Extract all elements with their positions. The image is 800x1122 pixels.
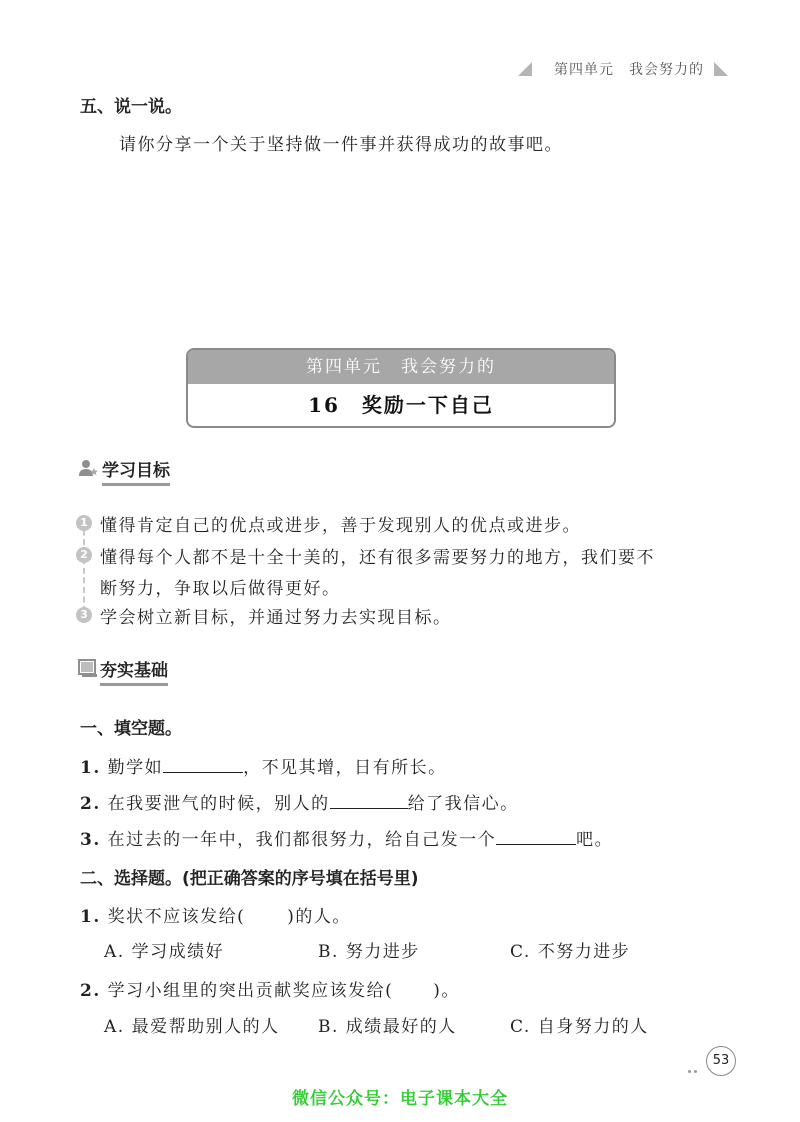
- goal-text-2-line2: 断努力，争取以后做得更好。: [100, 579, 341, 599]
- fill-q3-number: 3.: [80, 830, 101, 850]
- goal-text-2-line1: 懂得每个人都不是十全十美的，还有很多需要努力的地方，我们要不: [100, 548, 655, 568]
- fill-q2-number: 2.: [80, 794, 101, 814]
- choice-q1-before: 奖状不应该发给(: [107, 907, 246, 927]
- goal-number-1: 1: [76, 515, 92, 531]
- section-five-prompt: 请你分享一个关于坚持做一件事并获得成功的故事吧。: [119, 135, 563, 155]
- fill-heading: 一、填空题。: [80, 719, 182, 739]
- goal-number-3: 3: [76, 607, 92, 623]
- goals-label-block: [78, 456, 188, 482]
- choice-q2-option-c: C. 自身努力的人: [510, 1017, 649, 1037]
- header-triangle-right: [714, 62, 728, 76]
- goal-number-2: 2: [76, 547, 92, 563]
- person-icon: [78, 458, 98, 478]
- fill-q2-after: 给了我信心。: [407, 794, 519, 814]
- fill-question-2: [80, 789, 519, 814]
- book-icon: [78, 658, 98, 678]
- running-header: [518, 58, 728, 80]
- page-dots: [688, 1058, 704, 1062]
- choice-q2-after: )。: [433, 981, 460, 1001]
- fill-q1-before: 勤学如: [107, 758, 164, 778]
- fill-q3-blank[interactable]: [496, 830, 576, 845]
- header-triangle-left: [518, 62, 532, 76]
- choice-q2-before: 学习小组里的突出贡献奖应该发给(: [107, 981, 394, 1001]
- fill-q3-before: 在过去的一年中，我们都很努力，给自己发一个: [107, 830, 497, 850]
- fill-question-1: [80, 753, 447, 778]
- choice-question-1: [80, 902, 351, 927]
- goal-text-1: 懂得肯定自己的优点或进步，善于发现别人的优点或进步。: [100, 516, 581, 536]
- fill-q1-blank[interactable]: [163, 758, 243, 773]
- basics-label: 夯实基础: [100, 656, 168, 686]
- lesson-unit-band: 第四单元 我会努力的: [188, 350, 614, 384]
- goals-label: 学习目标: [102, 456, 170, 486]
- fill-q3-after: 吧。: [576, 830, 614, 850]
- header-text: 第四单元 我会努力的: [554, 62, 704, 78]
- fill-question-3: [80, 825, 613, 850]
- choice-q1-option-b: B. 努力进步: [318, 942, 420, 962]
- fill-q1-after: ，不见其增，日有所长。: [243, 758, 447, 778]
- fill-q2-before: 在我要泄气的时候，别人的: [107, 794, 330, 814]
- choice-q2-option-b: B. 成绩最好的人: [318, 1017, 457, 1037]
- lesson-title-box: [186, 348, 616, 428]
- fill-q2-blank[interactable]: [330, 794, 408, 809]
- choice-q1-option-a: A. 学习成绩好: [104, 942, 225, 962]
- choice-heading: 二、选择题。(把正确答案的序号填在括号里): [80, 869, 419, 889]
- choice-question-2: [80, 976, 460, 1001]
- lesson-title: 16 奖励一下自己: [308, 393, 494, 417]
- fill-q1-number: 1.: [80, 758, 101, 778]
- choice-q1-number: 1.: [80, 907, 101, 927]
- goals-dashed-line: [83, 520, 85, 612]
- section-five-heading: 五、说一说。: [80, 97, 182, 117]
- choice-q1-after: )的人。: [287, 907, 351, 927]
- choice-q1-option-c: C. 不努力进步: [510, 942, 631, 962]
- basics-label-block: [78, 656, 188, 682]
- goal-text-3: 学会树立新目标，并通过努力去实现目标。: [100, 608, 452, 628]
- page-number: 53: [706, 1046, 736, 1076]
- choice-q2-option-a: A. 最爱帮助别人的人: [104, 1017, 280, 1037]
- footer-watermark: 微信公众号：电子课本大全: [292, 1089, 508, 1109]
- choice-q2-number: 2.: [80, 981, 101, 1001]
